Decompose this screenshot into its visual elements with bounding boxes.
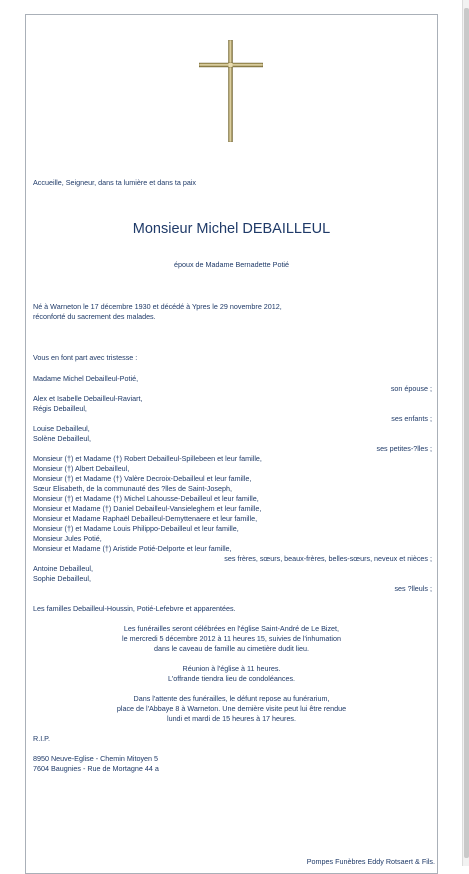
birth-line-1: Né à Warneton le 17 décembre 1930 et décédé à Ypres le 29 novembre 2012, <box>33 302 282 311</box>
family-member: Monsieur (†) et Madame (†) Michel Lahousse-Debailleul et leur famille, <box>33 494 259 503</box>
family-member: Monsieur et Madame (†) Daniel Debailleul-Vansieleghem et leur famille, <box>33 504 262 513</box>
relation-label: ses frères, sœurs, beaux-frères, belles-sœurs, neveux et nièces ; <box>224 554 432 563</box>
visit-line-3: lundi et mardi de 15 heures à 17 heures. <box>166 714 297 723</box>
family-member: Monsieur (†) et Madame (†) Valère Decroix-Debailleul et leur famille, <box>33 474 252 483</box>
family-member: Monsieur (†) et Madame (†) Robert Debailleul-Spillebeen et leur famille, <box>33 454 262 463</box>
family-member: Régis Debailleul, <box>33 404 87 413</box>
deceased-name: Monsieur Michel DEBAILLEUL <box>132 221 331 237</box>
cross-icon <box>199 40 263 142</box>
meeting-line-1: Réunion à l'église à 11 heures. <box>182 664 281 673</box>
intro-line: Vous en font part avec tristesse : <box>33 353 138 362</box>
family-member: Antoine Debailleul, <box>33 564 93 573</box>
family-member: Alex et Isabelle Debailleul-Raviart, <box>33 394 143 403</box>
family-member: Monsieur et Madame (†) Aristide Potié-Delporte et leur famille, <box>33 544 232 553</box>
family-member: Madame Michel Debailleul-Potié, <box>33 374 139 383</box>
relation-label: son épouse ; <box>390 384 432 393</box>
birth-line-2: réconforté du sacrement des malades. <box>33 312 156 321</box>
visit-line-1: Dans l'attente des funérailles, le défunt repose au funérarium, <box>133 694 330 703</box>
visit-line-2: place de l'Abbaye 8 à Warneton. Une dernière visite peut lui être rendue <box>116 704 347 713</box>
family-member: Louise Debailleul, <box>33 424 90 433</box>
family-member: Monsieur (†) Albert Debailleul, <box>33 464 130 473</box>
address-line-1: 8950 Neuve-Eglise - Chemin Mitoyen 5 <box>33 754 159 763</box>
address-line-2: 7604 Baugnies - Rue de Mortagne 44 a <box>33 764 159 773</box>
family-member: Sœur Elisabeth, de la communauté des ?lles de Saint-Joseph, <box>33 484 232 493</box>
funeral-line-1: Les funérailles seront célébrées en l'église Saint-André de Le Bizet, <box>123 624 340 633</box>
family-member: Solène Debailleul, <box>33 434 91 443</box>
families-line: Les familles Debailleul-Houssin, Potié-Lefebvre et apparentées. <box>33 604 236 613</box>
spouse-line: époux de Madame Bernadette Potié <box>173 260 290 269</box>
relation-label: ses petites-?lles ; <box>376 444 432 453</box>
meeting-line-2: L'offrande tiendra lieu de condoléances. <box>167 674 296 683</box>
scrollbar[interactable] <box>462 0 469 866</box>
relation-label: ses ?lleuls ; <box>394 584 432 593</box>
family-member: Sophie Debailleul, <box>33 574 91 583</box>
family-member: Monsieur (†) et Madame Louis Philippo-Debailleul et leur famille, <box>33 524 239 533</box>
family-member: Monsieur et Madame Raphaël Debailleul-Demyttenaere et leur famille, <box>33 514 258 523</box>
rip-line: R.I.P. <box>33 734 51 743</box>
funeral-home-footer: Pompes Funèbres Eddy Rotsaert & Fils. <box>306 857 435 866</box>
scrollbar-thumb[interactable] <box>464 8 469 858</box>
funeral-line-2: le mercredi 5 décembre 2012 à 11 heures 15, suivies de l'inhumation <box>122 634 341 643</box>
prayer-line: Accueille, Seigneur, dans ta lumière et dans ta paix <box>33 178 197 187</box>
funeral-line-3: dans le caveau de famille au cimetière dudit lieu. <box>153 644 310 653</box>
relation-label: ses enfants ; <box>391 414 432 423</box>
family-member: Monsieur Jules Potié, <box>33 534 102 543</box>
